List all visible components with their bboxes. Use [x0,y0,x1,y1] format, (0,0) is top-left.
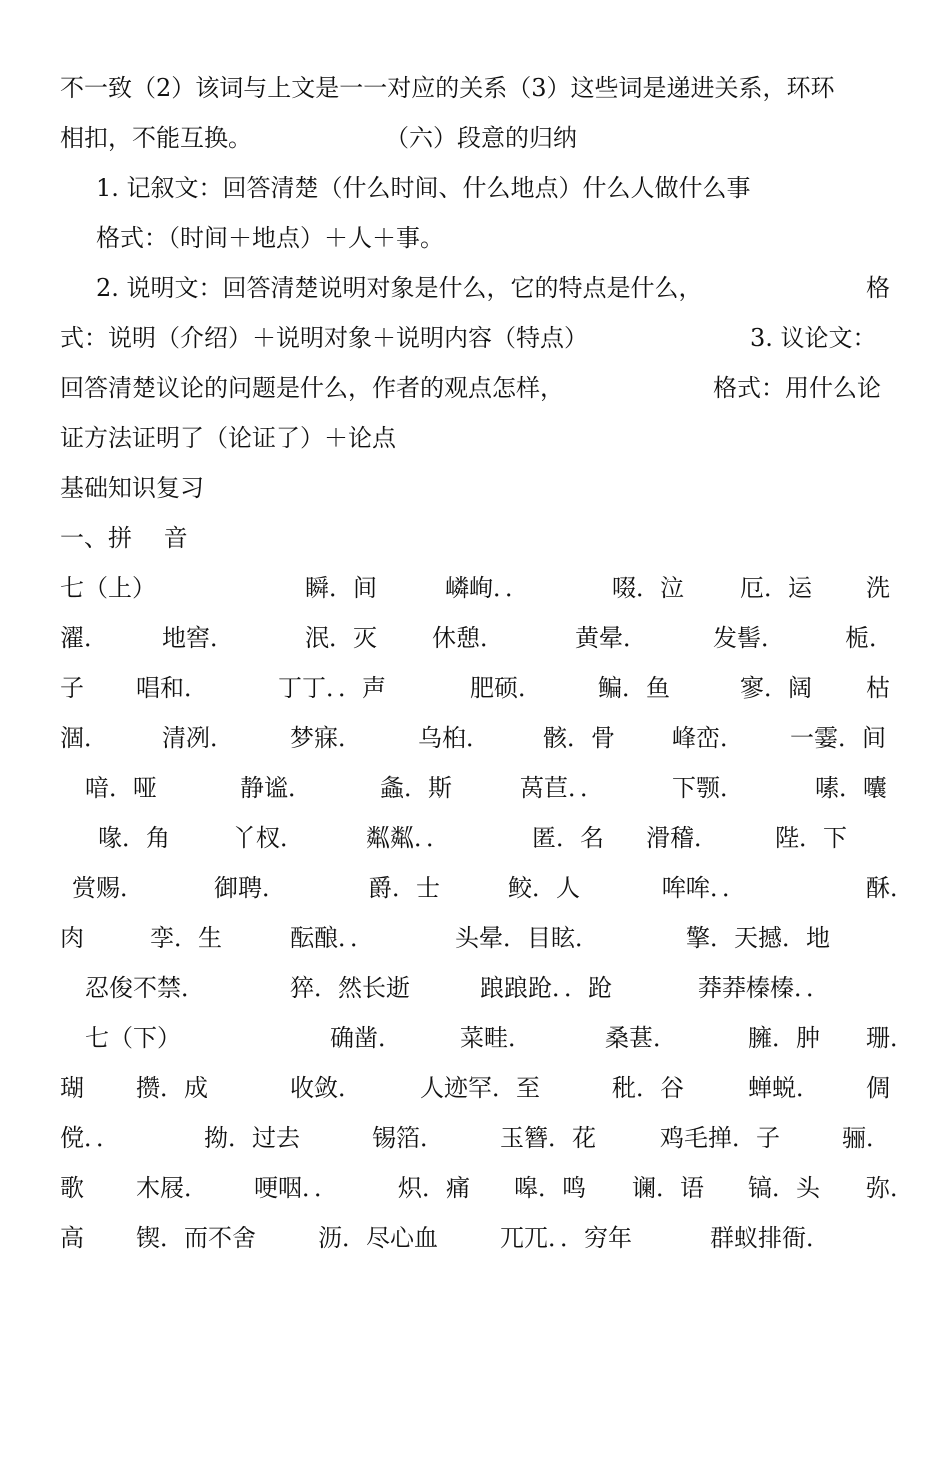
word-row [0,1123,950,1153]
vocab-word: 喑．哑 [85,774,157,802]
vocab-word: 确凿． [330,1024,402,1052]
vocab-word: 哽咽．． [254,1174,338,1202]
vocab-word: 厄．运 [740,574,812,602]
vocab-word: 酥． [866,874,914,902]
word-row [0,673,950,703]
vocab-word: 镐．头 [748,1174,820,1202]
word-row [0,1073,950,1103]
vocab-word: 粼粼．． [366,824,450,852]
vocab-word: 骊． [842,1124,890,1152]
word-row [0,1173,950,1203]
vocab-word: 赏赐． [72,874,144,902]
vocab-word: 丁丁．．声 [278,674,386,702]
vocab-word: 收敛． [290,1074,362,1102]
vocab-word: 梦寐． [290,724,362,752]
vocab-word: 弥． [866,1174,914,1202]
vocab-word: 枯 [866,674,890,702]
vocab-word: 栀． [845,624,893,652]
vocab-word: 珊． [866,1024,914,1052]
vocab-word: 峰峦． [672,724,744,752]
vocab-word: 泯．灭 [305,624,377,652]
row-label: 七（下） [85,1024,181,1052]
vocab-word: 肥硕． [470,674,542,702]
vocab-word: 休憩． [432,624,504,652]
vocab-word: 炽．痛 [398,1174,470,1202]
vocab-word: 菜畦． [460,1024,532,1052]
vocab-word: 锲．而不舍 [136,1224,256,1252]
vocab-word: 头晕．目眩． [455,924,599,952]
list-item: 1. 记叙文：回答清楚（什么时间、什么地点）什么人做什么事 [96,174,751,202]
vocab-word: 鳊．鱼 [598,674,670,702]
vocab-word: 清冽． [162,724,234,752]
paragraph-line: 不一致（2）该词与上文是一一对应的关系（3）这些词是递进关系，环环 [60,74,835,102]
vocab-word: 鲛．人 [508,874,580,902]
vocab-word: 擎．天撼．地 [686,924,830,952]
vocab-word: 乌桕． [418,724,490,752]
list-item-continuation: 格 [866,274,890,302]
vocab-word: 莴苣．． [520,774,604,802]
word-row [0,773,950,803]
paragraph-line: 相扣，不能互换。 [60,124,252,152]
vocab-word: 静谧． [240,774,312,802]
vocab-word: 陛．下 [775,824,847,852]
vocab-word: 忍俊不禁． [85,974,205,1002]
vocab-word: 锡箔． [372,1124,444,1152]
vocab-word: 濯． [60,624,108,652]
list-item-format: 证方法证明了（论证了）＋论点 [60,424,396,452]
list-item-format: 格式：（时间＋地点）＋人＋事。 [96,224,444,252]
vocab-word: 歌 [60,1174,84,1202]
vocab-word: 哞哞．． [662,874,746,902]
list-item-format: 格式：用什么论 [713,374,881,402]
vocab-word: 肉 [60,924,84,952]
vocab-word: 桑葚． [605,1024,677,1052]
vocab-word: 拗．过去 [204,1124,300,1152]
vocab-word: 孪．生 [150,924,222,952]
word-row [0,923,950,953]
vocab-word: 洗 [866,574,890,602]
word-row [0,723,950,753]
vocab-word: 沥．尽心血 [318,1224,438,1252]
list-item-text: 回答清楚议论的问题是什么，作者的观点怎样， [60,374,564,402]
vocab-word: 谰．语 [632,1174,704,1202]
word-row [0,973,950,1003]
section-title: 基础知识复习 [60,474,204,502]
vocab-word: 啜．泣 [612,574,684,602]
vocab-word: 臃．肿 [748,1024,820,1052]
vocab-word: 群蚁排衙． [710,1224,830,1252]
vocab-word: 嶙峋．． [445,574,529,602]
vocab-word: 酝酿．． [290,924,374,952]
vocab-word: 嗉．囔 [815,774,887,802]
vocab-word: 寥．阔 [740,674,812,702]
vocab-word: 猝．然长逝 [290,974,410,1002]
vocab-word: 人迹罕．至 [420,1074,540,1102]
vocab-word: 黄晕． [575,624,647,652]
vocab-word: 涸． [60,724,108,752]
vocab-word: 唱和． [136,674,208,702]
vocab-word: 踉踉跄．．跄 [480,974,612,1002]
word-row [0,623,950,653]
list-item: 2. 说明文：回答清楚说明对象是什么，它的特点是什么， [96,274,703,302]
vocab-word: 御聘． [214,874,286,902]
subsection-title: 一、拼 音 [60,524,188,552]
word-row [0,573,950,603]
vocab-word: 螽．斯 [380,774,452,802]
list-item: 3. 议论文： [750,324,877,352]
vocab-word: 蝉蜕． [748,1074,820,1102]
vocab-word: 兀兀．．穷年 [500,1224,632,1252]
vocab-word: 瞬．间 [305,574,377,602]
vocab-word: 嗥．鸣 [514,1174,586,1202]
vocab-word: 子 [60,674,84,702]
vocab-word: 骸．骨 [543,724,615,752]
vocab-word: 地窖． [162,624,234,652]
word-row [0,873,950,903]
vocab-word: 秕．谷 [612,1074,684,1102]
row-label: 七（上） [60,574,156,602]
word-row [0,1023,950,1053]
vocab-word: 木屐． [136,1174,208,1202]
vocab-word: 喙．角 [98,824,170,852]
vocab-word: 鸡毛掸．子 [660,1124,780,1152]
vocab-word: 瑚 [60,1074,84,1102]
vocab-word: 玉簪．花 [500,1124,596,1152]
vocab-word: 一霎．间 [790,724,886,752]
list-item-format: 式：说明（介绍）＋说明对象＋说明内容（特点） [60,324,588,352]
vocab-word: 莽莽榛榛．． [698,974,830,1002]
vocab-word: 发髻． [713,624,785,652]
word-row [0,823,950,853]
section-heading: （六）段意的归纳 [385,124,577,152]
vocab-word: 下颚． [672,774,744,802]
vocab-word: 攒．成 [136,1074,208,1102]
vocab-word: 高 [60,1224,84,1252]
vocab-word: 傥．． [60,1124,120,1152]
vocab-word: 丫杈． [232,824,304,852]
vocab-word: 滑稽． [646,824,718,852]
vocab-word: 匿．名 [532,824,604,852]
vocab-word: 倜 [866,1074,890,1102]
word-row [0,1223,950,1253]
vocab-word: 爵．士 [368,874,440,902]
